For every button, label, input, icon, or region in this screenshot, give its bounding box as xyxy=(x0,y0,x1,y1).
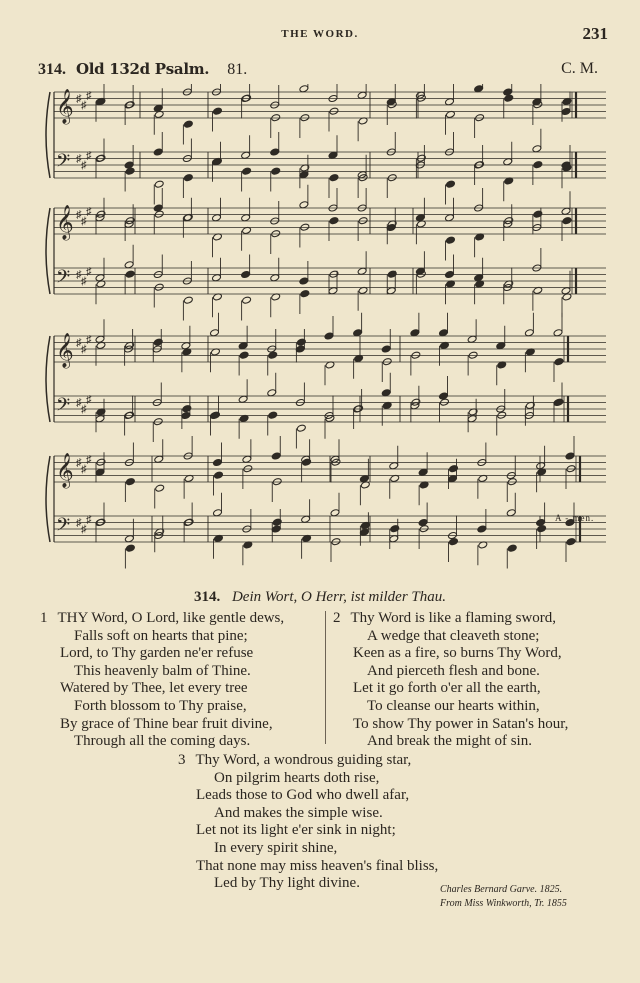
sharp-icon: ♯ xyxy=(86,393,92,406)
note-head xyxy=(507,544,517,552)
sharp-icon: ♯ xyxy=(81,343,87,356)
note-head xyxy=(212,274,222,282)
note-head xyxy=(566,538,576,546)
note-head xyxy=(154,455,164,463)
sharp-icon: ♯ xyxy=(81,275,87,288)
note-head xyxy=(299,277,309,285)
verse-line: Leads those to God who dwell afar, xyxy=(196,787,410,804)
note-head xyxy=(353,329,363,337)
verse-number: 1 xyxy=(40,610,48,626)
note-head xyxy=(239,351,249,359)
tune-heading xyxy=(38,60,598,84)
verse-line: On pilgrim hearts doth rise, xyxy=(214,769,380,786)
note-head xyxy=(213,107,223,115)
amen-text: A - men. xyxy=(555,513,595,523)
note-head xyxy=(445,98,455,106)
note-head xyxy=(242,455,252,463)
note-head xyxy=(302,458,312,466)
sharp-icon: ♯ xyxy=(86,265,92,278)
running-head: THE WORD. xyxy=(281,28,359,40)
translator-credit: From Miss Winkworth, Tr. 1855 xyxy=(440,898,567,909)
note-head xyxy=(506,509,516,517)
note-head xyxy=(357,91,367,99)
note-head xyxy=(503,158,513,166)
treble-clef-icon: 𝄞 xyxy=(56,205,74,240)
note-head xyxy=(124,535,134,543)
note-head xyxy=(467,335,477,343)
note-head xyxy=(496,342,506,350)
music-score xyxy=(40,84,612,584)
note-head xyxy=(270,274,280,282)
hymn-title: Dein Wort, O Herr, ist milder Thau. xyxy=(231,589,447,605)
author-credit: Charles Bernard Garve. 1825. xyxy=(440,884,563,895)
note-head xyxy=(389,462,399,470)
note-head xyxy=(299,171,309,179)
note-head xyxy=(328,151,338,159)
sharp-icon: ♯ xyxy=(76,269,82,281)
note-head xyxy=(565,452,575,460)
note-head xyxy=(296,424,306,432)
note-head xyxy=(183,174,193,182)
verse-number: 2 xyxy=(333,610,341,626)
verse-line: 1 THY Word, O Lord, like gentle dews, xyxy=(40,610,285,626)
verse-line: Forth blossom to Thy praise, xyxy=(74,697,247,714)
note-head xyxy=(381,389,391,397)
note-head xyxy=(242,167,252,175)
verse-line: 2 Thy Word is like a flaming sword, xyxy=(333,610,557,626)
verse-number: 3 xyxy=(178,752,186,768)
note-head xyxy=(238,342,248,350)
sharp-icon: ♯ xyxy=(76,397,82,409)
note-head xyxy=(299,201,309,209)
treble-clef-icon: 𝄞 xyxy=(56,89,74,124)
verse-line: Led by Thy light divine. xyxy=(214,875,360,892)
sharp-icon: ♯ xyxy=(81,403,87,416)
bass-clef-icon: 𝄢 xyxy=(56,395,71,420)
note-head xyxy=(533,161,543,169)
note-head xyxy=(532,145,542,153)
sharp-icon: ♯ xyxy=(86,89,92,102)
sharp-icon: ♯ xyxy=(86,205,92,218)
note-head xyxy=(271,452,281,460)
note-head xyxy=(95,468,105,476)
sharp-icon: ♯ xyxy=(81,159,87,172)
note-head xyxy=(267,389,277,397)
sharp-icon: ♯ xyxy=(86,149,92,162)
sharp-icon: ♯ xyxy=(76,337,82,349)
treble-clef-icon: 𝄞 xyxy=(56,453,74,488)
treble-clef-icon: 𝄞 xyxy=(56,333,74,368)
column-divider xyxy=(325,611,326,744)
verse-line: A wedge that cleaveth stone; xyxy=(367,627,540,644)
note-head xyxy=(561,207,571,215)
note-head xyxy=(329,217,339,225)
note-head xyxy=(330,509,340,517)
note-head xyxy=(270,148,280,156)
note-head xyxy=(241,214,251,222)
sharp-icon: ♯ xyxy=(81,99,87,112)
verse-line: In every spirit shine, xyxy=(214,839,338,856)
brace-icon xyxy=(46,208,50,294)
note-head xyxy=(181,411,191,419)
note-head xyxy=(445,214,455,222)
note-head xyxy=(553,329,563,337)
note-head xyxy=(386,287,396,295)
note-head xyxy=(213,458,223,466)
verse-line: Let not its light e'er sink in night; xyxy=(196,822,396,839)
verse-line: Keen as a fire, so burns Thy Word, xyxy=(353,645,562,662)
note-head xyxy=(212,214,222,222)
note-head xyxy=(300,290,310,298)
verse-line: Let it go forth o'er all the earth, xyxy=(353,680,541,697)
note-head xyxy=(324,332,334,340)
note-head xyxy=(241,151,251,159)
sharp-icon: ♯ xyxy=(81,463,87,476)
note-head xyxy=(271,167,281,175)
verse-line: Falls soft on hearts that pine; xyxy=(74,627,248,644)
note-head xyxy=(213,509,223,517)
page-number: 231 xyxy=(582,24,608,43)
verse-line: Watered by Thee, let every tree xyxy=(60,680,248,697)
note-head xyxy=(238,395,248,403)
sharp-icon: ♯ xyxy=(76,153,82,165)
note-head xyxy=(154,180,164,188)
note-head xyxy=(124,261,134,269)
bass-clef-icon: 𝄢 xyxy=(56,151,71,176)
note-head xyxy=(410,329,420,337)
sharp-icon: ♯ xyxy=(76,517,82,529)
note-head xyxy=(524,329,534,337)
verse-line: To show Thy power in Satan's hour, xyxy=(353,715,569,732)
verse-line: And break the might of sin. xyxy=(367,733,532,750)
sharp-icon: ♯ xyxy=(76,209,82,221)
note-head xyxy=(328,287,338,295)
note-head xyxy=(418,468,428,476)
sharp-icon: ♯ xyxy=(86,513,92,526)
sharp-icon: ♯ xyxy=(76,457,82,469)
note-head xyxy=(562,217,572,225)
note-head xyxy=(446,180,456,188)
note-head xyxy=(125,270,135,278)
verse-line: By grace of Thine bear fruit divine, xyxy=(60,715,273,732)
bass-clef-icon: 𝄢 xyxy=(56,267,71,292)
note-head xyxy=(467,415,477,423)
note-head xyxy=(554,358,564,366)
note-head xyxy=(446,236,456,244)
note-head xyxy=(299,85,309,93)
note-head xyxy=(153,148,163,156)
note-head xyxy=(95,415,105,423)
sharp-icon: ♯ xyxy=(81,523,87,536)
note-head xyxy=(241,270,251,278)
note-head xyxy=(183,296,193,304)
note-head xyxy=(214,471,224,479)
hymn-number: 314. xyxy=(193,589,221,605)
tune-reference: 81. xyxy=(227,61,248,78)
tune-name: Old 132d Psalm. xyxy=(76,60,210,78)
sharp-icon: ♯ xyxy=(81,215,87,228)
note-head xyxy=(295,345,305,353)
note-head xyxy=(125,478,135,486)
note-head xyxy=(271,525,281,533)
note-head xyxy=(301,515,311,523)
verse-3 xyxy=(178,752,518,893)
hymn-heading xyxy=(0,589,640,606)
note-head xyxy=(474,85,484,93)
tune-number: 314. xyxy=(38,61,66,78)
verse-line: Through all the coming days. xyxy=(74,733,251,750)
verse-2 xyxy=(333,610,623,751)
note-head xyxy=(448,475,458,483)
verse-line: That none may miss heaven's final bliss, xyxy=(196,857,439,874)
brace-icon xyxy=(46,92,50,178)
note-head xyxy=(183,120,193,128)
note-head xyxy=(389,535,399,543)
note-head xyxy=(439,329,449,337)
note-head xyxy=(359,528,369,536)
sharp-icon: ♯ xyxy=(86,333,92,346)
brace-icon xyxy=(46,336,50,422)
verse-line: Lord, to Thy garden ne'er refuse xyxy=(60,645,254,662)
verse-line: To cleanse our hearts within, xyxy=(367,697,540,714)
brace-icon xyxy=(46,456,50,542)
note-head xyxy=(477,525,487,533)
bass-clef-icon: 𝄢 xyxy=(56,515,71,540)
tune-meter: C. M. xyxy=(561,60,598,77)
note-head xyxy=(329,174,339,182)
verse-1 xyxy=(40,610,322,751)
note-head xyxy=(125,544,135,552)
note-head xyxy=(268,411,278,419)
note-head xyxy=(381,345,391,353)
note-head xyxy=(155,484,165,492)
verse-line: And makes the simple wise. xyxy=(214,804,383,821)
note-head xyxy=(210,329,220,337)
note-head xyxy=(242,296,252,304)
sharp-icon: ♯ xyxy=(86,453,92,466)
note-head xyxy=(211,411,221,419)
note-head xyxy=(561,107,571,115)
verse-line: 3 Thy Word, a wondrous guiding star, xyxy=(178,752,412,768)
note-head xyxy=(357,267,367,275)
verse-line: This heavenly balm of Thine. xyxy=(74,662,251,679)
note-head xyxy=(445,270,455,278)
verse-line: And pierceth flesh and bone. xyxy=(367,662,540,679)
sharp-icon: ♯ xyxy=(76,93,82,105)
